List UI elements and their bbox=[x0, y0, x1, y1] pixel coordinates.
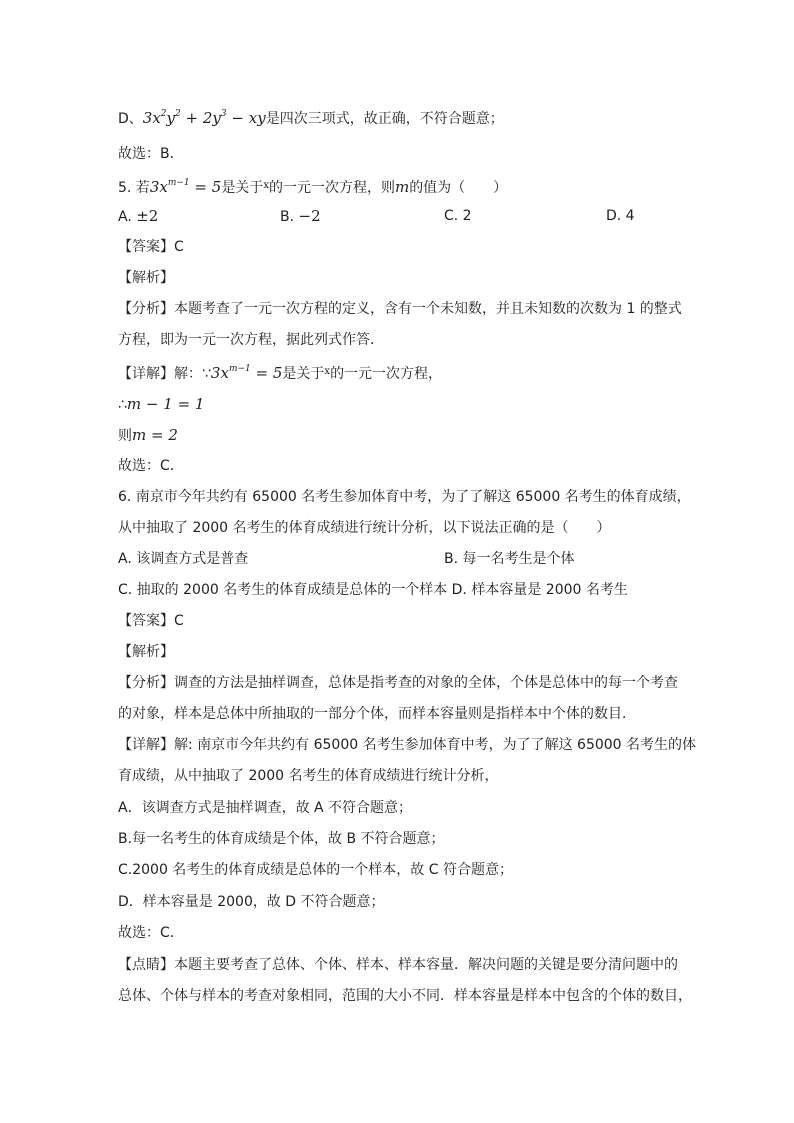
option-b: B. −2 bbox=[280, 207, 321, 225]
detail-6-line-1: 【详解】解: 南京市今年共约有 65000 名考生参加体育中考，为了了解这 65000 名考生的体 bbox=[118, 737, 697, 753]
option-d-conclusion: D、$3x^2y^2 + 2y^3$ − xy是四次三项式，故正确，不符合题意； bbox=[118, 109, 504, 127]
statement-6a: A．该调查方式是抽样调查，故 A 不符合题意； bbox=[118, 800, 413, 816]
option-6b: B. 每一名考生是个体 bbox=[444, 551, 575, 567]
question-6-line-2: 从中抽取了 2000 名考生的体育成绩进行统计分析，以下说法正确的是（ ） bbox=[118, 520, 611, 536]
detail-6-line-2: 育成绩，从中抽取了 2000 名考生的体育成绩进行统计分析， bbox=[118, 768, 499, 784]
key-point-6-line-1: 【点睛】本题主要考查了总体、个体、样本、样本容量．解决问题的关键是要分清问题中的 bbox=[118, 957, 678, 973]
statement-6d: D．样本容量是 2000，故 D 不符合题意； bbox=[118, 894, 385, 910]
statement-6c: C.2000 名考生的体育成绩是总体的一个样本，故 C 符合题意； bbox=[118, 862, 513, 878]
key-point-6-line-2: 总体、个体与样本的考查对象相同，范围的大小不同．样本容量是样本中包含的个体的数目， bbox=[118, 988, 692, 1004]
option-d: D. 4 bbox=[606, 208, 635, 224]
equation: $3x^{m-1} = 5$ bbox=[149, 178, 222, 196]
detail-5: 【详解】解：$\because 3x^{m-1} = 5$是关于$^x$的一元一次方程， bbox=[118, 364, 443, 382]
choice-line-5: 故选：C． bbox=[118, 458, 184, 474]
option-a: A. ±2 bbox=[118, 207, 159, 225]
analysis-6-line-2: 的对象，样本是总体中所抽取的一部分个体，而样本容量则是指样本中个体的数目． bbox=[118, 706, 636, 722]
therefore-line: ∴m − 1 = 1 bbox=[118, 395, 205, 413]
statement-6b: B.每一名考生的体育成绩是个体，故 B 不符合题意； bbox=[118, 831, 445, 847]
question-5: 5. 若$3x^{m-1} = 5$是关于$^x$的一元一次方程，则m的值为（ ） bbox=[118, 178, 508, 196]
analysis-5-line-2: 方程，即为一元一次方程，据此列式作答． bbox=[118, 332, 384, 348]
polynomial-expression: $3x^2y^2 + 2y^3$ − xy bbox=[142, 109, 266, 127]
options-6cd: C. 抽取的 2000 名考生的体育成绩是总体的一个样本 D. 样本容量是 2000 名考生 bbox=[118, 582, 628, 598]
choice-line: 故选：B． bbox=[118, 146, 184, 162]
question-6-line-1: 6. 南京市今年共约有 65000 名考生参加体育中考，为了了解这 65000 名考生的体育成绩， bbox=[118, 489, 691, 505]
result-line: 则m = 2 bbox=[118, 426, 178, 444]
option-c: C. 2 bbox=[444, 208, 472, 224]
explanation-header-5: 【解析】 bbox=[118, 270, 174, 286]
option-6a: A. 该调查方式是普查 bbox=[118, 551, 249, 567]
choice-line-6: 故选：C． bbox=[118, 925, 184, 941]
analysis-6-line-1: 【分析】调查的方法是抽样调查，总体是指考查的对象的全体，个体是总体中的每一个考查 bbox=[118, 675, 678, 691]
analysis-5-line-1: 【分析】本题考查了一元一次方程的定义，含有一个未知数，并且未知数的次数为 1 的整式 bbox=[118, 301, 682, 317]
explanation-header-6: 【解析】 bbox=[118, 644, 174, 660]
answer-5: 【答案】C bbox=[118, 239, 184, 255]
answer-6: 【答案】C bbox=[118, 613, 184, 629]
